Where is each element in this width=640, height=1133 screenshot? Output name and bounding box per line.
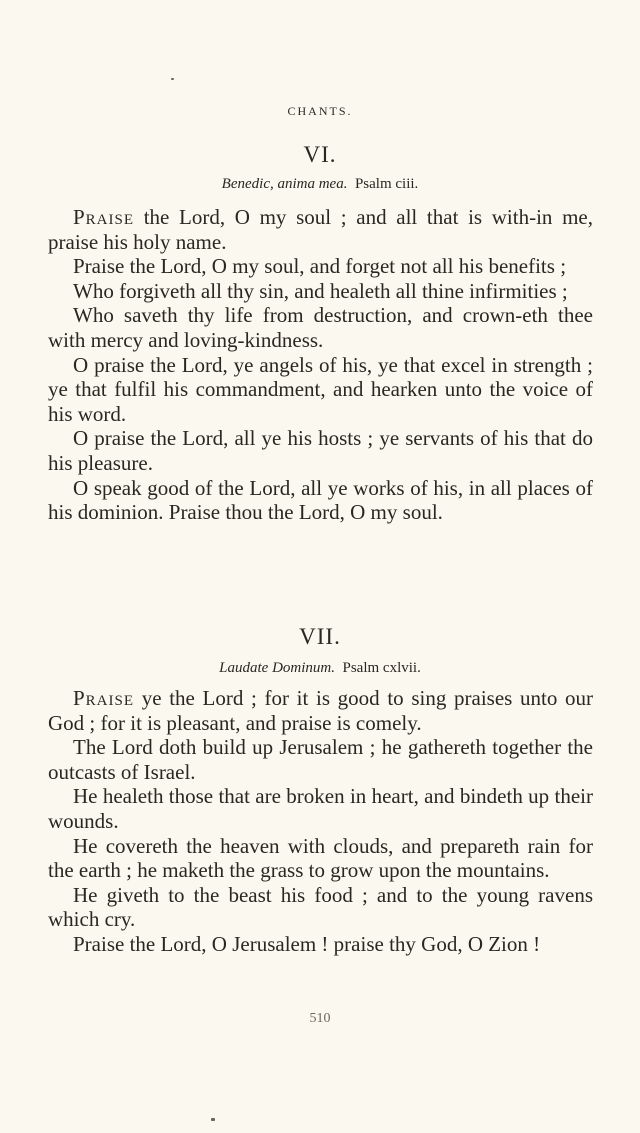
verse: Praise the Lord, O my soul, and forget not all his benefits ; xyxy=(73,254,567,279)
verse: Praise the Lord, O my soul ; and all that is with-in me, praise his holy name. xyxy=(48,205,593,254)
verse: O praise the Lord, all ye his hosts ; ye servants of his that do his pleasure. xyxy=(48,426,593,475)
verse: He giveth to the beast his food ; and to the young ravens which cry. xyxy=(48,882,593,932)
verse: He covereth the heaven with clouds, and prepareth rain for the earth ; he maketh the grass to grow upon the mountains. xyxy=(48,833,593,883)
print-speck xyxy=(171,78,174,80)
lead-word: Praise xyxy=(73,686,135,710)
section-subtitle xyxy=(0,176,640,193)
section-number: VII. xyxy=(299,624,341,649)
lead-word: Praise xyxy=(73,205,135,229)
section-number: VI. xyxy=(303,142,337,167)
psalm-text xyxy=(48,686,593,957)
psalm-text xyxy=(48,205,593,525)
running-head: CHANTS. xyxy=(287,104,353,118)
verse: Who forgiveth all thy sin, and healeth all thine infirmities ; xyxy=(73,278,568,303)
verse: He healeth those that are broken in heart, and bindeth up their wounds. xyxy=(48,784,593,833)
verse: The Lord doth build up Jerusalem ; he gathereth together the outcasts of Israel. xyxy=(48,735,593,784)
verse: O speak good of the Lord, all ye works of his, in all places of his dominion. Praise thou the Lord, O my soul. xyxy=(48,475,593,525)
psalm-reference: Psalm ciii. xyxy=(354,176,419,192)
section-subtitle xyxy=(0,660,640,677)
print-speck xyxy=(211,1118,215,1121)
verse: O praise the Lord, ye angels of his, ye that excel in strength ; ye that fulfil his commandment, and hearken unto the voice of his word. xyxy=(48,352,593,426)
latin-title: Benedic, anima mea. xyxy=(221,176,348,192)
latin-title: Laudate Dominum. xyxy=(219,660,335,676)
verse: Who saveth thy life from destruction, and crown-eth thee with mercy and loving-kindness. xyxy=(48,303,593,352)
verse: Praise ye the Lord ; for it is good to sing praises unto our God ; for it is pleasant, and praise is comely. xyxy=(48,686,593,735)
psalm-reference: Psalm cxlvii. xyxy=(342,660,421,676)
page-number: 510 xyxy=(309,1011,331,1026)
verse: Praise the Lord, O Jerusalem ! praise thy God, O Zion ! xyxy=(73,931,541,956)
